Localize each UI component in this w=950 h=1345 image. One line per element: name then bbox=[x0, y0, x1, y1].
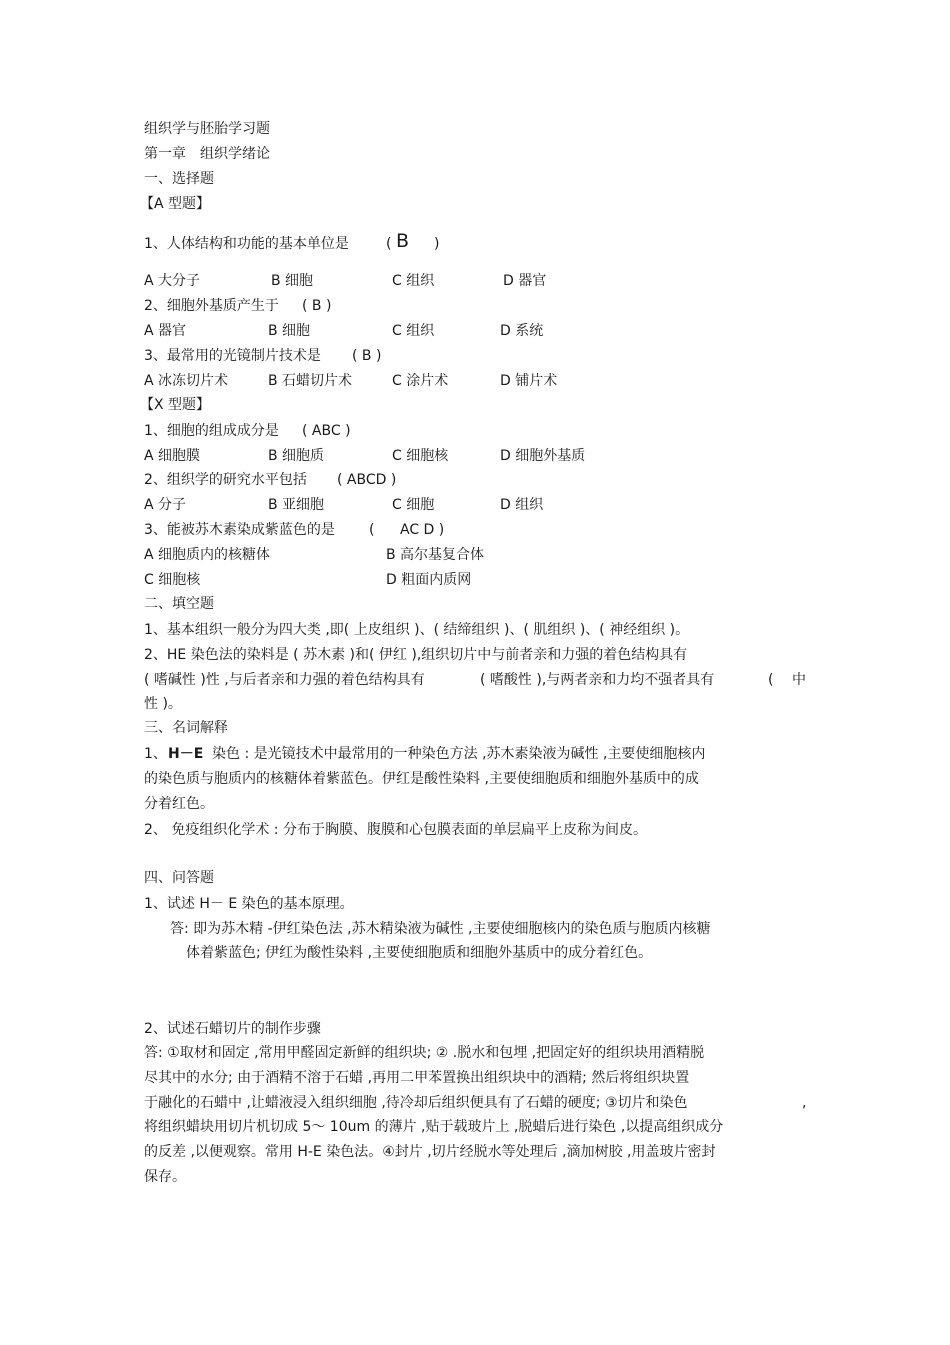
chapter-heading: 第一章 组织学绪论 bbox=[144, 146, 270, 162]
option-d: D 细胞外基质 bbox=[500, 448, 586, 464]
option-c: C 涂片术 bbox=[392, 373, 449, 389]
option-d: D 组织 bbox=[500, 497, 544, 513]
option-a: A 细胞膜 bbox=[144, 448, 201, 464]
answer-paren-left: ( bbox=[386, 236, 392, 252]
option-b: B 高尔基复合体 bbox=[386, 547, 485, 563]
type-a-heading: 【A 型题】 bbox=[140, 196, 211, 212]
term-1-line1: 染色 : 是光镜技术中最常用的一种染色方法 ,苏木素染液为碱性 ,主要使细胞核内 bbox=[212, 746, 706, 762]
type-x-heading: 【X 型题】 bbox=[140, 397, 211, 413]
question-a1: 1、人体结构和功能的基本单位是 bbox=[144, 236, 349, 252]
question-a2: 2、细胞外基质产生于 bbox=[144, 298, 279, 314]
fill-question-2-line2a: ( 嗜碱性 )性 ,与后者亲和力强的着色结构具有 bbox=[144, 672, 425, 688]
option-a: A 大分子 bbox=[144, 273, 201, 289]
option-c: C 细胞核 bbox=[392, 448, 449, 464]
qa-answer-2-line3-comma: , bbox=[802, 1095, 807, 1111]
option-b: B 细胞质 bbox=[268, 448, 325, 464]
qa-answer-2-line3: 于融化的石蜡中 ,让蜡液浸入组织细胞 ,待冷却后组织便具有了石蜡的硬度; ③切片和染色 bbox=[144, 1095, 688, 1111]
answer-paren-right: ) bbox=[434, 236, 440, 252]
qa-question-2: 2、试述石蜡切片的制作步骤 bbox=[144, 1021, 321, 1037]
section-heading-qa: 四、问答题 bbox=[144, 870, 214, 886]
fill-question-2-line2b: ( 嗜酸性 ),与两者亲和力均不强者具有 bbox=[480, 672, 715, 688]
question-x3: 3、能被苏木素染成紫蓝色的是 bbox=[144, 522, 335, 538]
option-c: C 组织 bbox=[392, 323, 435, 339]
term-2: 2、 免疫组织化学术 : 分布于胸膜、腹膜和心包膜表面的单层扁平上皮称为间皮。 bbox=[144, 822, 647, 838]
answer-paren-left: ( bbox=[369, 522, 375, 538]
option-c: C 组织 bbox=[392, 273, 435, 289]
option-a: A 器官 bbox=[144, 323, 187, 339]
option-b: B 细胞 bbox=[268, 323, 311, 339]
qa-answer-1-line2: 体着紫蓝色; 伊红为酸性染料 ,主要使细胞质和细胞外基质中的成分着红色。 bbox=[186, 945, 653, 961]
term-1-number: 1、 bbox=[144, 746, 167, 762]
option-c: C 细胞核 bbox=[144, 572, 201, 588]
question-x2: 2、组织学的研究水平包括 bbox=[144, 472, 307, 488]
option-d: D 系统 bbox=[500, 323, 544, 339]
term-1-line2: 的染色质与胞质内的核糖体着紫蓝色。伊红是酸性染料 ,主要使细胞质和细胞外基质中的成 bbox=[144, 771, 699, 787]
fill-question-2-zhong: 中 bbox=[792, 672, 806, 688]
term-1-keyword: H－E bbox=[168, 746, 204, 762]
qa-question-1: 1、试述 H－ E 染色的基本原理。 bbox=[144, 896, 354, 912]
option-c: C 细胞 bbox=[392, 497, 435, 513]
option-b: B 石蜡切片术 bbox=[268, 373, 353, 389]
qa-answer-2-line5: 的反差 ,以便观察。常用 H-E 染色法。④封片 ,切片经脱水等处理后 ,滴加树胶 ,用盖玻片密封 bbox=[144, 1144, 716, 1160]
term-1-line3: 分着红色。 bbox=[144, 796, 214, 812]
answer-a3: ( B ) bbox=[352, 348, 382, 364]
answer-a2: ( B ) bbox=[302, 298, 332, 314]
doc-title: 组织学与胚胎学习题 bbox=[144, 121, 270, 137]
answer-x2: ( ABCD ) bbox=[337, 472, 397, 488]
section-heading-terms: 三、名词解释 bbox=[144, 720, 228, 736]
qa-answer-2-line2: 尽其中的水分; 由于酒精不溶于石蜡 ,再用二甲苯置换出组织块中的酒精; 然后将组织块置 bbox=[144, 1070, 690, 1086]
fill-question-2-line1: 2、HE 染色法的染料是 ( 苏木素 )和( 伊红 ),组织切片中与前者亲和力强的着色结构具有 bbox=[144, 647, 688, 663]
option-d: D 粗面内质网 bbox=[386, 572, 472, 588]
question-x1: 1、细胞的组成成分是 bbox=[144, 423, 279, 439]
answer-x3: AC D ) bbox=[400, 522, 445, 538]
section-heading-choice: 一、选择题 bbox=[144, 171, 214, 187]
answer-x1: ( ABC ) bbox=[302, 423, 351, 439]
fill-question-2-line3: 性 )。 bbox=[144, 696, 182, 712]
option-b: B 细胞 bbox=[271, 273, 314, 289]
section-heading-fill: 二、填空题 bbox=[144, 596, 214, 612]
qa-answer-1-line1: 答: 即为苏木精 -伊红染色法 ,苏木精染液为碱性 ,主要使细胞核内的染色质与胞质内核糖 bbox=[170, 921, 711, 937]
option-a: A 细胞质内的核糖体 bbox=[144, 547, 271, 563]
answer-a1: B bbox=[396, 230, 410, 252]
qa-answer-2-line4: 将组织蜡块用切片机切成 5～ 10um 的薄片 ,贴于载玻片上 ,脱蜡后进行染色 ,以提高组织成分 bbox=[144, 1119, 724, 1135]
option-a: A 冰冻切片术 bbox=[144, 373, 229, 389]
fill-question-2-paren: ( bbox=[768, 672, 774, 688]
qa-answer-2-line6: 保存。 bbox=[144, 1169, 186, 1185]
option-a: A 分子 bbox=[144, 497, 187, 513]
question-a3: 3、最常用的光镜制片技术是 bbox=[144, 348, 321, 364]
option-d: D 铺片术 bbox=[500, 373, 558, 389]
option-d: D 器官 bbox=[503, 273, 547, 289]
qa-answer-2-line1: 答: ①取材和固定 ,常用甲醛固定新鲜的组织块; ② .脱水和包埋 ,把固定好的组织块用酒精脱 bbox=[144, 1045, 705, 1061]
fill-question-1: 1、基本组织一般分为四大类 ,即( 上皮组织 )、( 结缔组织 )、( 肌组织 )、( 神经组织 )。 bbox=[144, 622, 690, 638]
option-b: B 亚细胞 bbox=[268, 497, 325, 513]
